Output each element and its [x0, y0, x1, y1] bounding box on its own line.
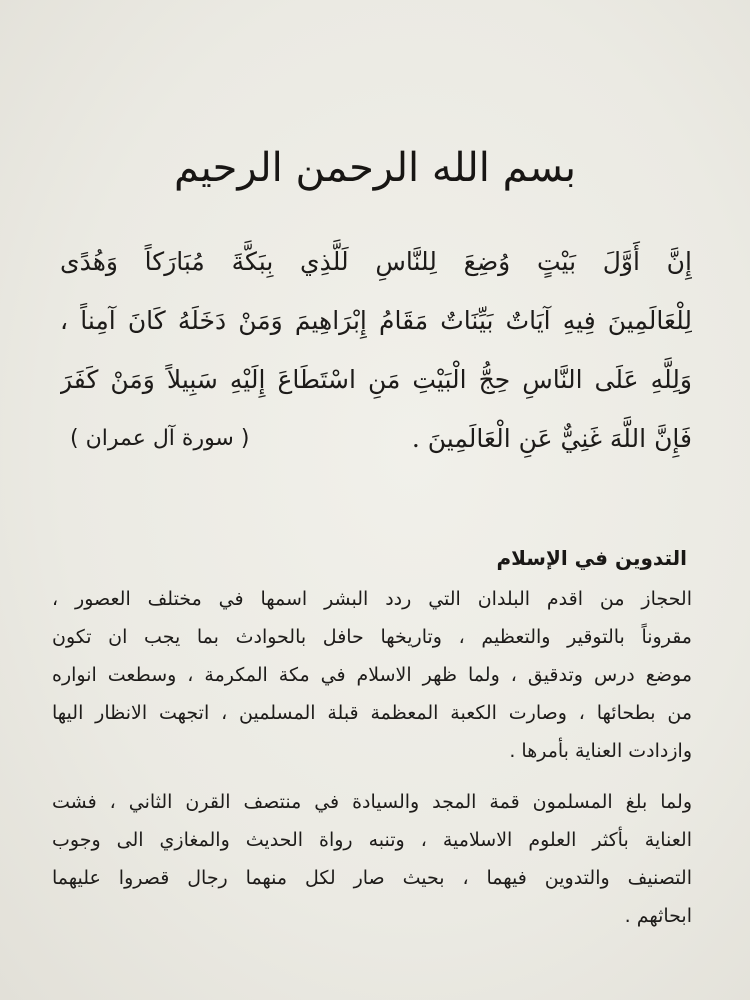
- paragraph-line: ابحاثهم .: [624, 905, 692, 927]
- paragraph-line: التصنيف والتدوين فيهما ، بحيث صار لكل منهما رجال قصروا عليهما: [52, 867, 692, 889]
- verse-source: ( سورة آل عمران ): [70, 426, 250, 451]
- paragraph-line: مقروناً بالتوقير والتعظيم ، وتاريخها حافل بالحوادث بما يجب ان تكون: [52, 626, 692, 648]
- quran-verse: [60, 232, 692, 468]
- verse-line: فَإِنَّ اللَّهَ غَنِيٌّ عَنِ الْعَالَمِينَ .: [411, 424, 692, 453]
- paragraph-1: [52, 580, 692, 770]
- verse-last-line: [60, 409, 692, 468]
- verse-line: إِنَّ أَوَّلَ بَيْتٍ وُضِعَ لِلنَّاسِ لَلَّذِي بِبَكَّةَ مُبَارَكاً وَهُدًى: [60, 247, 692, 276]
- verse-line: لِلْعَالَمِينَ فِيهِ آيَاتٌ بَيِّنَاتٌ مَقَامُ إِبْرَاهِيمَ وَمَنْ دَخَلَهُ كَانَ آمِناً ،: [60, 306, 692, 335]
- paragraph-line: الحجاز من اقدم البلدان التي ردد البشر اسمها في مختلف العصور ،: [52, 588, 692, 610]
- paragraph-line: العناية بأكثر العلوم الاسلامية ، وتنبه رواة الحديث والمغازي الى وجوب: [52, 829, 692, 851]
- paragraph-line: ولما بلغ المسلمون قمة المجد والسيادة في منتصف القرن الثاني ، فشت: [52, 791, 692, 813]
- verse-line: وَلِلَّهِ عَلَى النَّاسِ حِجُّ الْبَيْتِ مَنِ اسْتَطَاعَ إِلَيْهِ سَبِيلاً وَمَنْ كَفَرَ: [60, 365, 692, 394]
- paragraph-line: موضع درس وتدقيق ، ولما ظهر الاسلام في مكة المكرمة ، وسطعت انواره: [52, 664, 692, 686]
- paragraph-2: [52, 783, 692, 935]
- section-heading: التدوين في الإسلام: [496, 546, 687, 570]
- paragraph-line: من بطحائها ، وصارت الكعبة المعظمة قبلة المسلمين ، اتجهت الانظار اليها: [52, 702, 692, 724]
- bismillah-calligraphy: بسم الله الرحمن الرحيم: [173, 145, 577, 191]
- paragraph-line: وازدادت العناية بأمرها .: [509, 740, 692, 762]
